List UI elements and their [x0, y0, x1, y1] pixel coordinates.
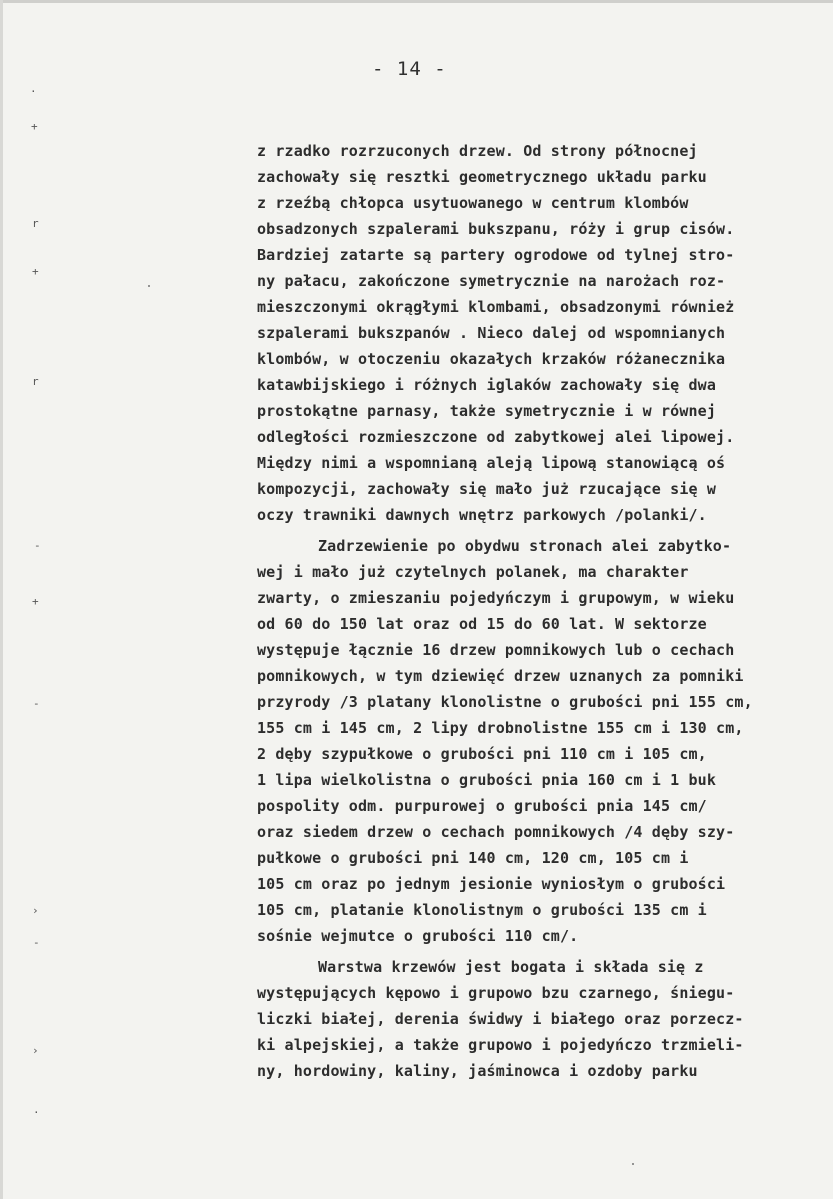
text-line: występujących kępowo i grupowo bzu czarnego, śniegu- — [257, 984, 735, 1002]
text-line: pułkowe o grubości pni 140 cm, 120 cm, 105 cm i — [257, 849, 689, 867]
text-line: Warstwa krzewów jest bogata i składa się z — [318, 958, 704, 976]
margin-mark: › — [32, 904, 39, 917]
margin-mark: - — [33, 936, 40, 949]
text-line: katawbijskiego i różnych iglaków zachowały się dwa — [257, 376, 717, 394]
text-line: 1 lipa wielkolistna o grubości pnia 160 cm i 1 buk — [257, 771, 717, 789]
text-line: ny pałacu, zakończone symetrycznie na narożach roz- — [257, 272, 726, 290]
text-line: oczy trawniki dawnych wnętrz parkowych /polanki/. — [257, 506, 707, 524]
margin-mark: r — [32, 375, 39, 388]
text-line: od 60 do 150 lat oraz od 15 do 60 lat. W sektorze — [257, 615, 707, 633]
text-line: Między nimi a wspomnianą aleją lipową stanowiącą oś — [257, 454, 726, 472]
text-line: ny, hordowiny, kaliny, jaśminowca i ozdoby parku — [257, 1062, 698, 1080]
text-line: wej i mało już czytelnych polanek, ma charakter — [257, 563, 689, 581]
page-edge-left — [0, 0, 3, 1199]
page-number: - 14 - — [372, 58, 447, 80]
text-line: Bardziej zatarte są partery ogrodowe od tylnej stro- — [257, 246, 735, 264]
text-line: Zadrzewienie po obydwu stronach alei zabytko- — [318, 537, 732, 555]
text-line: zwarty, o zmieszaniu pojedyńczym i grupowym, w wieku — [257, 589, 735, 607]
scan-speck — [632, 1163, 634, 1165]
text-line: 2 dęby szypułkowe o grubości pni 110 cm i 105 cm, — [257, 745, 707, 763]
margin-mark: + — [31, 120, 38, 133]
margin-mark: + — [32, 595, 39, 608]
text-line: pospolity odm. purpurowej o grubości pnia 145 cm/ — [257, 797, 707, 815]
margin-mark: + — [32, 265, 39, 278]
margin-mark: › — [32, 1044, 39, 1057]
text-line: obsadzonych szpalerami bukszpanu, róży i grup cisów. — [257, 220, 735, 238]
scan-speck — [148, 285, 150, 287]
margin-mark: - — [33, 697, 40, 710]
text-line: zachowały się resztki geometrycznego układu parku — [257, 168, 707, 186]
text-line: z rzadko rozrzuconych drzew. Od strony północnej — [257, 142, 698, 160]
text-line: występuje łącznie 16 drzew pomnikowych lub o cechach — [257, 641, 735, 659]
margin-mark: · — [30, 85, 37, 98]
text-line: mieszczonymi okrągłymi klombami, obsadzonymi również — [257, 298, 735, 316]
text-line: sośnie wejmutce o grubości 110 cm/. — [257, 927, 579, 945]
text-line: 105 cm, platanie klonolistnym o grubości 135 cm i — [257, 901, 707, 919]
text-line: szpalerami bukszpanów . Nieco dalej od wspomnianych — [257, 324, 726, 342]
page-edge-top — [0, 0, 833, 3]
text-line: kompozycji, zachowały się mało już rzucające się w — [257, 480, 717, 498]
text-line: oraz siedem drzew o cechach pomnikowych /4 dęby szy- — [257, 823, 735, 841]
text-line: 155 cm i 145 cm, 2 lipy drobnolistne 155 cm i 130 cm, — [257, 719, 744, 737]
text-line: pomnikowych, w tym dziewięć drzew uznanych za pomniki — [257, 667, 744, 685]
margin-mark: r — [32, 217, 39, 230]
margin-mark: - — [34, 539, 41, 552]
margin-mark: · — [33, 1106, 40, 1119]
text-line: ki alpejskiej, a także grupowo i pojedyńczo trzmieli- — [257, 1036, 744, 1054]
text-line: przyrody /3 platany klonolistne o grubości pni 155 cm, — [257, 693, 753, 711]
text-line: odległości rozmieszczone od zabytkowej alei lipowej. — [257, 428, 735, 446]
text-line: z rzeźbą chłopca usytuowanego w centrum klombów — [257, 194, 689, 212]
text-line: prostokątne parnasy, także symetrycznie i w równej — [257, 402, 717, 420]
text-line: klombów, w otoczeniu okazałych krzaków różanecznika — [257, 350, 726, 368]
text-line: 105 cm oraz po jednym jesionie wyniosłym o grubości — [257, 875, 726, 893]
text-line: liczki białej, derenia świdwy i białego oraz porzecz- — [257, 1010, 744, 1028]
